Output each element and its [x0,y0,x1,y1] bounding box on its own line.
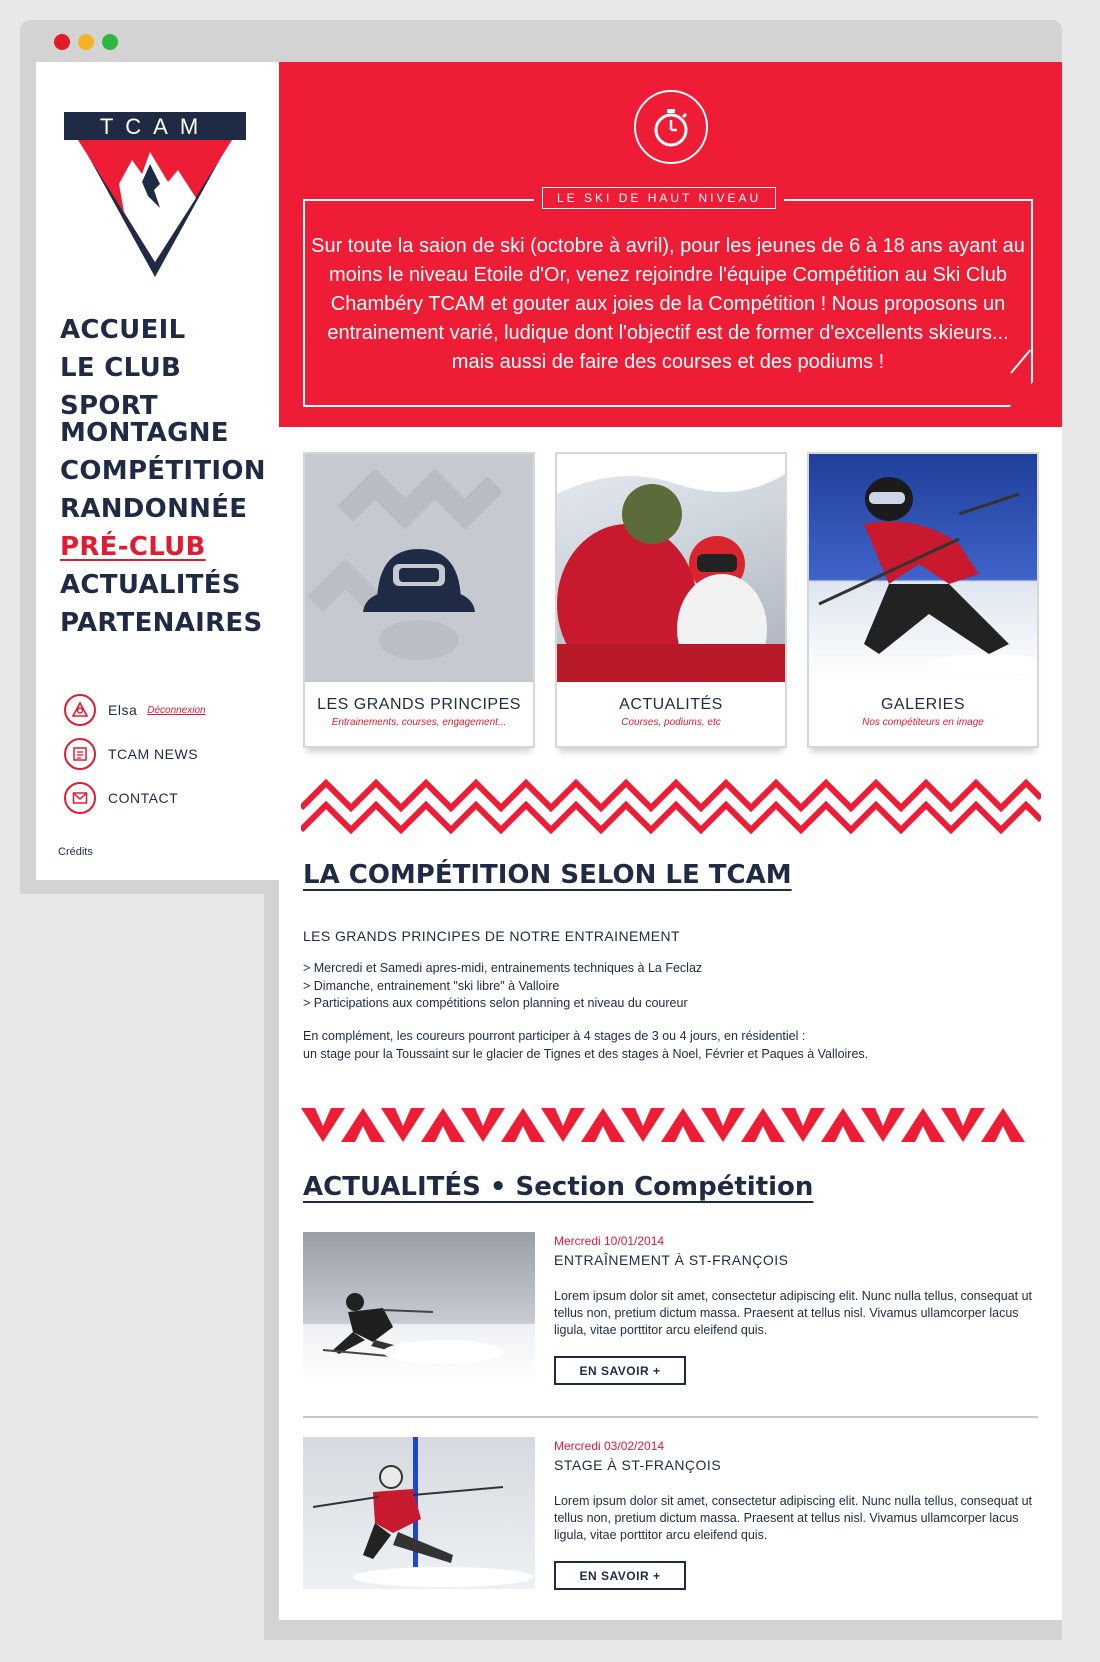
tcam-news-link[interactable] [64,734,206,774]
utility-links [64,690,206,822]
nav-item-sport-montagne[interactable]: SPORT MONTAGNE [60,391,229,448]
news-photo [303,1232,535,1384]
news-section-title: ACTUALITÉS • Section Compétition [303,1172,814,1202]
user-row [64,690,206,730]
news-item [303,1437,1038,1600]
close-dot[interactable] [54,34,70,50]
hero-text: Sur toute la saion de ski (octobre à avril), pour les jeunes de 6 à 18 ans ayant au moins le niveau Etoile d'Or, venez rejoindre l'équipe Compétition au Ski Club Chambéry TCAM et gouter aux joies de la Compétition ! Nous proposons un entrainement varié, ludique dont l'objectif est de former d'excellents skieurs... mais aussi de faire des courses et des podiums ! [311,235,1025,373]
stages-line-1: En complément, les coureurs pourront participer à 4 stages de 3 ou 4 jours, en résidentiel : [303,1029,806,1043]
card-galeries[interactable] [807,452,1039,748]
news-excerpt: Lorem ipsum dolor sit amet, consectetur adipiscing elit. Nunc nulla tellus, consequat ut tellus non, pretium dictum massa. Praesent at tellus nisl. Vivamus ullamcorper lacus ligula, vitae porttitor arcu eleifend quis. [554,1289,1033,1337]
card-title: GALERIES [880,696,966,713]
v-pattern-divider [301,1106,1041,1146]
hero-badge [534,187,784,209]
newspaper-icon [64,738,96,770]
news-excerpt: Lorem ipsum dolor sit amet, consectetur adipiscing elit. Nunc nulla tellus, consequat ut tellus non, pretium dictum massa. Praesent at tellus nisl. Vivamus ullamcorper lacus ligula, vitae porttitor arcu eleifend quis. [554,1494,1033,1542]
nav-item-partenaires[interactable]: PARTENAIRES [60,608,263,638]
nav-item-actualites[interactable]: ACTUALITÉS [60,570,241,600]
card-title: ACTUALITÉS [619,696,723,713]
stopwatch-icon [634,90,708,164]
stages-line-2: un stage pour la Toussaint sur le glacier de Tignes et des stages à Noel, Février et Paques à Valloires. [303,1046,869,1061]
training-subheading: LES GRANDS PRINCIPES DE NOTRE ENTRAINEMENT [303,928,680,944]
main-content [279,62,1062,1620]
news-date: Mercredi 10/01/2014 [554,1234,665,1248]
window-controls [54,34,118,50]
contact-label: CONTACT [108,790,179,806]
user-name: Elsa [108,702,138,718]
bullet-2: > Dimanche, entrainement "ski libre" à Valloire [303,978,560,993]
news-divider [303,1416,1038,1418]
maximize-dot[interactable] [102,34,118,50]
skier-helmet-icon [363,549,475,660]
news-title[interactable]: ENTRAÎNEMENT À ST-FRANÇOIS [554,1252,789,1268]
read-more-button[interactable]: EN SAVOIR + [554,1561,686,1590]
nav-item-randonnee[interactable]: RANDONNÉE [60,494,248,524]
contact-link[interactable] [64,778,206,818]
minimize-dot[interactable] [78,34,94,50]
bullet-3: > Participations aux compétitions selon planning et niveau du coureur [303,996,688,1010]
card-subtitle: Courses, podiums, etc [621,717,721,728]
hero-badge-label: LE SKI DE HAUT NIVEAU [542,187,776,209]
nav-item-accueil[interactable]: ACCUEIL [60,315,186,345]
bullet-1: > Mercredi et Samedi apres-midi, entrainements techniques à La Feclaz [303,961,703,975]
logo-text: TCAM [99,114,211,139]
hero-banner [279,62,1062,427]
read-more-button[interactable]: EN SAVOIR + [554,1356,686,1385]
tcam-news-label: TCAM NEWS [108,746,199,762]
sidebar [36,62,279,880]
news-date: Mercredi 03/02/2014 [554,1439,665,1453]
card-subtitle: Nos compétiteurs en image [862,717,984,728]
competition-title: LA COMPÉTITION SELON LE TCAM [303,860,792,890]
zigzag-divider [301,778,1041,838]
credits-link[interactable]: Crédits [58,846,93,858]
training-bullets [303,960,702,1013]
card-actualites[interactable] [555,452,787,748]
stages-text [303,1028,868,1063]
nav-item-le-club[interactable]: LE CLUB [60,353,182,383]
news-title[interactable]: STAGE À ST-FRANÇOIS [554,1457,722,1473]
news-photo [303,1437,535,1589]
main-nav [60,317,270,648]
logout-link[interactable]: Déconnexion [147,704,206,716]
nav-item-competition[interactable]: COMPÉTITION [60,456,266,486]
mail-icon [64,782,96,814]
nav-item-pre-club[interactable]: PRÉ-CLUB [60,532,206,562]
tcam-logo[interactable] [64,112,246,277]
racer-photo [809,454,1037,682]
card-title: LES GRANDS PRINCIPES [317,696,521,713]
feature-cards [303,452,1039,748]
browser-titlebar [20,20,1062,62]
helmet-illustration [305,454,533,682]
user-icon [64,694,96,726]
coach-photo [557,454,785,682]
card-subtitle: Entrainements, courses, engagement... [331,717,507,728]
card-grands-principes[interactable] [303,452,535,748]
news-item [303,1232,1038,1395]
